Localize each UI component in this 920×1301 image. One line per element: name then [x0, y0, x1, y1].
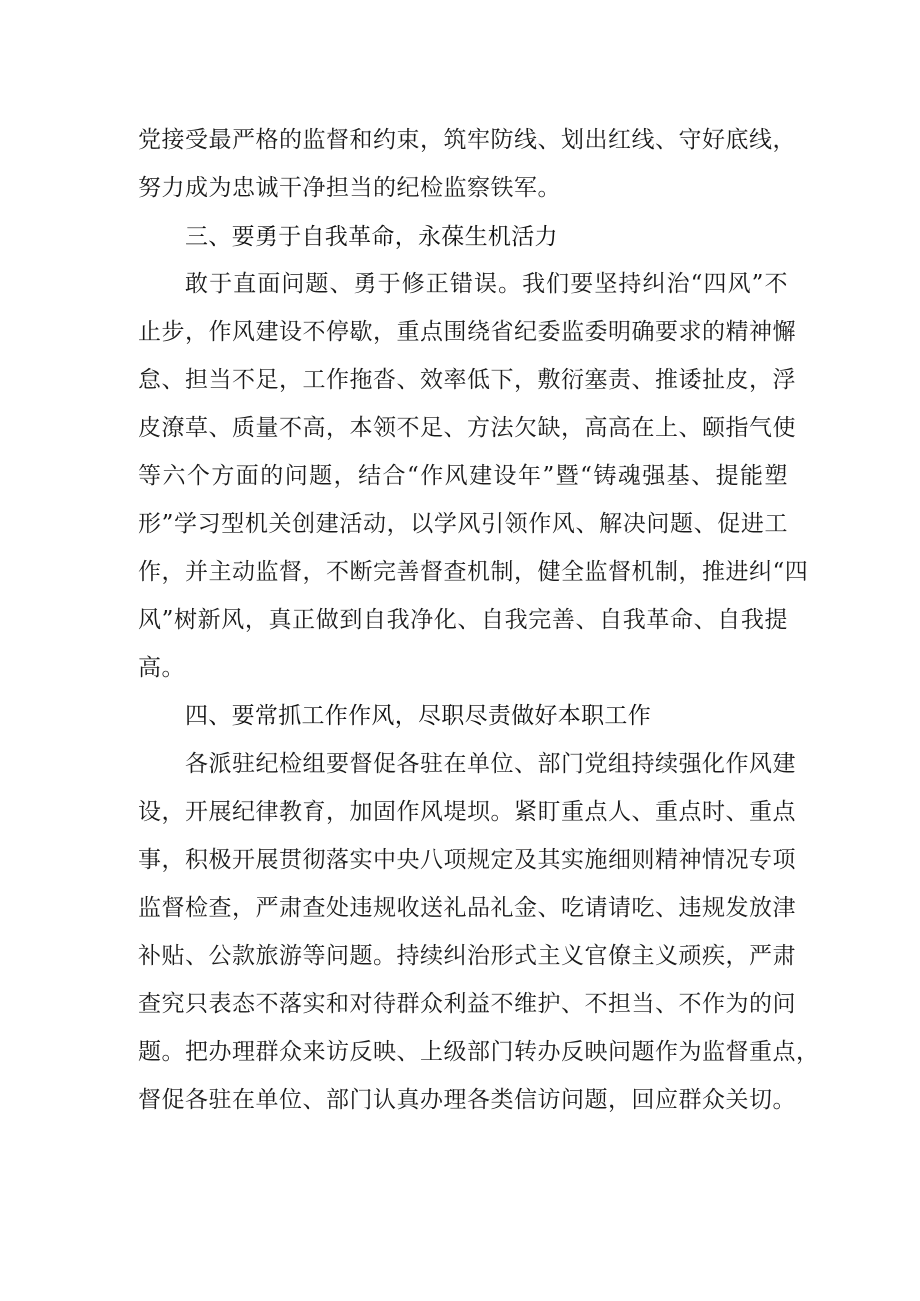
body-text-line: 各派驻纪检组要督促各驻在单位、部门党组持续强化作风建	[185, 751, 796, 777]
body-text-line: 党接受最严格的监督和约束，筑牢防线、划出红线、守好底线，	[138, 127, 796, 153]
body-text-line: 高。	[138, 655, 185, 681]
section-heading-4: 四、要常抓工作作风，尽职尽责做好本职工作	[185, 703, 651, 729]
body-text-line: 努力成为忠诚干净担当的纪检监察铁军。	[138, 175, 561, 201]
body-text-line: 敢于直面问题、勇于修正错误。我们要坚持纠治“四风”不	[185, 271, 788, 297]
body-text-line: 事，积极开展贯彻落实中央八项规定及其实施细则精神情况专项	[138, 847, 796, 873]
body-text-line: 皮潦草、质量不高，本领不足、方法欠缺，高高在上、颐指气使	[138, 415, 796, 441]
body-text-line: 止步，作风建设不停歇，重点围绕省纪委监委明确要求的精神懈	[138, 319, 796, 345]
body-text-line: 题。把办理群众来访反映、上级部门转办反映问题作为监督重点，	[138, 1039, 820, 1065]
body-text-line: 设，开展纪律教育，加固作风堤坝。紧盯重点人、重点时、重点	[138, 799, 796, 825]
body-text-line: 等六个方面的问题，结合“作风建设年”暨“铸魂强基、提能塑	[138, 463, 788, 489]
section-heading-3: 三、要勇于自我革命，永葆生机活力	[185, 224, 558, 250]
body-text-line: 查究只表态不落实和对待群众利益不维护、不担当、不作为的问	[138, 991, 796, 1017]
body-text-line: 风”树新风，真正做到自我净化、自我完善、自我革命、自我提	[138, 607, 788, 633]
body-text-line: 督促各驻在单位、部门认真办理各类信访问题，回应群众关切。	[138, 1087, 796, 1113]
body-text-line: 作，并主动监督，不断完善督查机制，健全监督机制，推进纠“四	[138, 559, 809, 585]
body-text-line: 补贴、公款旅游等问题。持续纠治形式主义官僚主义顽疾，严肃	[138, 943, 796, 969]
body-text-line: 监督检查，严肃查处违规收送礼品礼金、吃请请吃、违规发放津	[138, 895, 796, 921]
body-text-line: 怠、担当不足，工作拖沓、效率低下，敷衍塞责、推诿扯皮，浮	[138, 367, 796, 393]
body-text-line: 形”学习型机关创建活动，以学风引领作风、解决问题、促进工	[138, 511, 788, 537]
